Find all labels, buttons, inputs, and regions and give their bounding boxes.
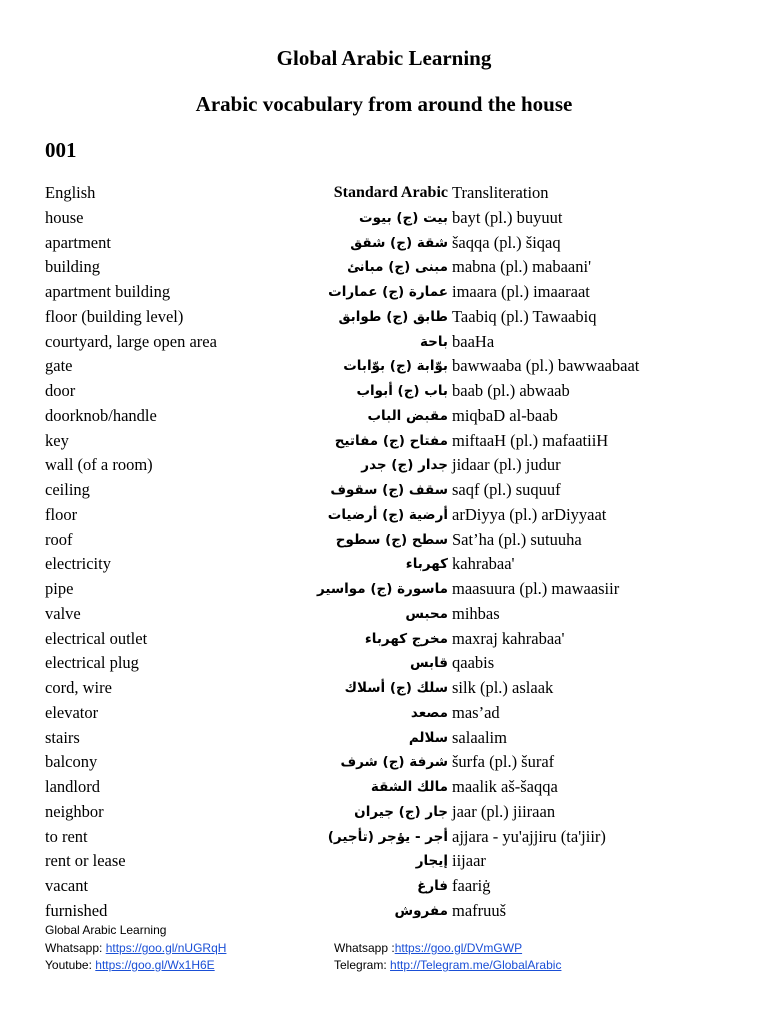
arabic-term: بيت (ج) بيوت	[359, 209, 448, 226]
column-header-row	[0, 181, 768, 206]
english-term: valve	[45, 603, 81, 623]
column-header-arabic: Standard Arabic	[333, 184, 448, 201]
youtube-label: Youtube:	[45, 958, 96, 972]
transliteration: maasuura (pl.) mawaasiir	[452, 579, 620, 598]
vocab-row	[0, 577, 768, 602]
arabic-term: مصعد	[410, 704, 448, 721]
arabic-term: ماسورة (ج) مواسير	[316, 581, 448, 597]
footer-whatsapp-2	[334, 940, 522, 958]
vocab-row	[0, 478, 768, 503]
footer-telegram	[334, 957, 561, 975]
arabic-term: شقة (ج) شقق	[350, 234, 448, 251]
transliteration: bayt (pl.) buyuut	[452, 207, 563, 227]
arabic-term: كهرباء	[405, 556, 448, 573]
whatsapp-link-1[interactable]: https://goo.gl/nUGRqH	[105, 940, 227, 955]
transliteration: mabna (pl.) mabaani'	[452, 257, 592, 277]
english-term: electrical plug	[45, 653, 139, 673]
transliteration: mas’ad	[452, 702, 500, 722]
english-term: roof	[45, 529, 73, 549]
arabic-term: مخرج كهرباء	[364, 630, 448, 647]
english-term: furnished	[45, 900, 108, 920]
transliteration: saqf (pl.) suquuf	[452, 480, 561, 499]
arabic-term: قابس	[409, 655, 448, 672]
english-term: neighbor	[45, 801, 104, 821]
vocab-row	[0, 503, 768, 528]
column-header-transliteration: Transliteration	[452, 183, 549, 202]
vocab-row	[0, 899, 768, 924]
vocab-row	[0, 552, 768, 577]
english-term: elevator	[45, 702, 99, 722]
vocab-row	[0, 528, 768, 553]
whatsapp-label: Whatsapp:	[45, 940, 106, 955]
transliteration: miftaaH (pl.) mafaatiiH	[452, 430, 609, 450]
page-title: Global Arabic Learning	[276, 46, 492, 70]
arabic-term: جدار (ج) جدر	[361, 457, 448, 474]
transliteration: iijaar	[452, 851, 486, 871]
footer	[0, 922, 768, 975]
transliteration: šaqqa (pl.) šiqaq	[452, 232, 561, 252]
vocab-row	[0, 354, 768, 379]
english-term: door	[45, 381, 76, 400]
english-term: ceiling	[45, 480, 90, 499]
transliteration: ajjara - yu'ajjiru (ta'jiir)	[452, 826, 606, 846]
vocab-row	[0, 701, 768, 726]
footer-whatsapp-1	[45, 940, 226, 958]
english-term: landlord	[45, 777, 100, 796]
vocab-row	[0, 280, 768, 305]
transliteration: maalik aš-šaqqa	[452, 777, 558, 796]
english-term: rent or lease	[45, 851, 126, 871]
arabic-term: مفروش	[394, 902, 448, 919]
vocab-row	[0, 825, 768, 850]
vocab-row	[0, 255, 768, 280]
vocab-row	[0, 849, 768, 874]
arabic-term: مالك الشقة	[370, 779, 448, 795]
vocab-row	[0, 453, 768, 478]
transliteration: bawwaaba (pl.) bawwaabaat	[452, 356, 640, 376]
english-term: gate	[45, 356, 73, 376]
english-term: pipe	[45, 579, 74, 598]
transliteration: baab (pl.) abwaab	[452, 381, 570, 400]
transliteration: Sat’ha (pl.) sutuuha	[452, 529, 582, 549]
vocab-row	[0, 775, 768, 800]
english-term: building	[45, 257, 101, 277]
transliteration: miqbaD al-baab	[452, 405, 558, 425]
english-term: electricity	[45, 554, 111, 574]
telegram-link[interactable]: http://Telegram.me/GlobalArabic	[390, 958, 562, 972]
transliteration: salaalim	[452, 727, 507, 747]
transliteration: baaHa	[452, 331, 495, 351]
vocab-row	[0, 726, 768, 751]
english-term: key	[45, 430, 69, 450]
whatsapp-link-2[interactable]: https://goo.gl/DVmGWP	[394, 940, 523, 955]
english-term: electrical outlet	[45, 628, 148, 648]
column-header-english: English	[45, 183, 96, 202]
vocab-row	[0, 429, 768, 454]
arabic-term: محبس	[405, 605, 448, 622]
english-term: cord, wire	[45, 678, 112, 697]
arabic-term: بوّابة (ج) بوّابات	[343, 358, 448, 375]
arabic-term: سلك (ج) أسلاك	[344, 680, 448, 696]
vocab-row	[0, 750, 768, 775]
transliteration: jaar (pl.) jiiraan	[452, 801, 556, 821]
transliteration: arDiyya (pl.) arDiyyaat	[452, 504, 607, 524]
transliteration: silk (pl.) aslaak	[452, 678, 554, 697]
english-term: balcony	[45, 752, 98, 772]
transliteration: qaabis	[452, 653, 495, 673]
transliteration: jidaar (pl.) judur	[452, 455, 561, 475]
arabic-term: سلالم	[408, 729, 448, 746]
arabic-term: إيجار	[415, 853, 448, 870]
vocabulary-table	[0, 181, 768, 924]
vocab-row	[0, 330, 768, 355]
arabic-term: مبنى (ج) مبانئ	[347, 259, 448, 276]
english-term: house	[45, 207, 84, 227]
vocab-row	[0, 800, 768, 825]
arabic-term: فارغ	[417, 878, 448, 894]
vocab-row	[0, 206, 768, 231]
english-term: apartment building	[45, 282, 171, 301]
vocab-row	[0, 305, 768, 330]
arabic-term: شرفة (ج) شرف	[340, 754, 448, 771]
arabic-term: سطح (ج) سطوح	[335, 531, 448, 548]
vocab-row	[0, 379, 768, 404]
arabic-term: سقف (ج) سقوف	[330, 482, 448, 498]
arabic-term: أجر - يؤجر (تأجير)	[327, 828, 448, 845]
transliteration: mihbas	[452, 603, 500, 623]
footer-org: Global Arabic Learning	[45, 923, 167, 937]
telegram-label: Telegram:	[334, 958, 391, 972]
arabic-term: طابق (ج) طوابق	[338, 308, 448, 325]
arabic-term: مفتاح (ج) مفاتيح	[334, 432, 448, 449]
whatsapp-label: Whatsapp :	[334, 940, 395, 955]
transliteration: faariġ	[452, 876, 491, 895]
footer-youtube	[45, 957, 215, 975]
vocab-row	[0, 231, 768, 256]
vocab-row	[0, 676, 768, 701]
arabic-term: باب (ج) أبواب	[356, 383, 448, 399]
vocab-row	[0, 651, 768, 676]
vocab-row	[0, 602, 768, 627]
transliteration: kahrabaa'	[452, 554, 515, 574]
english-term: floor	[45, 504, 78, 524]
page-subtitle: Arabic vocabulary from around the house	[195, 92, 573, 116]
english-term: wall (of a room)	[45, 455, 153, 475]
english-term: doorknob/handle	[45, 405, 157, 425]
english-term: courtyard, large open area	[45, 331, 217, 351]
vocab-row	[0, 404, 768, 429]
transliteration: imaara (pl.) imaaraat	[452, 282, 590, 301]
english-term: vacant	[45, 876, 89, 895]
vocab-row	[0, 874, 768, 899]
arabic-term: عمارة (ج) عمارات	[328, 284, 448, 300]
vocab-row	[0, 627, 768, 652]
arabic-term: أرضية (ج) أرضيات	[327, 506, 448, 523]
transliteration: šurfa (pl.) šuraf	[452, 752, 555, 772]
arabic-term: باحة	[419, 333, 448, 350]
english-term: apartment	[45, 232, 111, 252]
transliteration: Taabiq (pl.) Tawaabiq	[452, 306, 597, 326]
arabic-term: مقبض الباب	[367, 407, 448, 424]
list-number: 001	[45, 138, 77, 162]
english-term: floor (building level)	[45, 306, 184, 326]
english-term: to rent	[45, 826, 88, 846]
english-term: stairs	[45, 727, 80, 747]
arabic-term: جار (ج) جيران	[354, 803, 448, 820]
transliteration: maxraj kahrabaa'	[452, 628, 565, 648]
youtube-link[interactable]: https://goo.gl/Wx1H6E	[95, 958, 215, 972]
vocabulary-rows	[0, 206, 768, 924]
transliteration: mafruuš	[452, 900, 507, 920]
